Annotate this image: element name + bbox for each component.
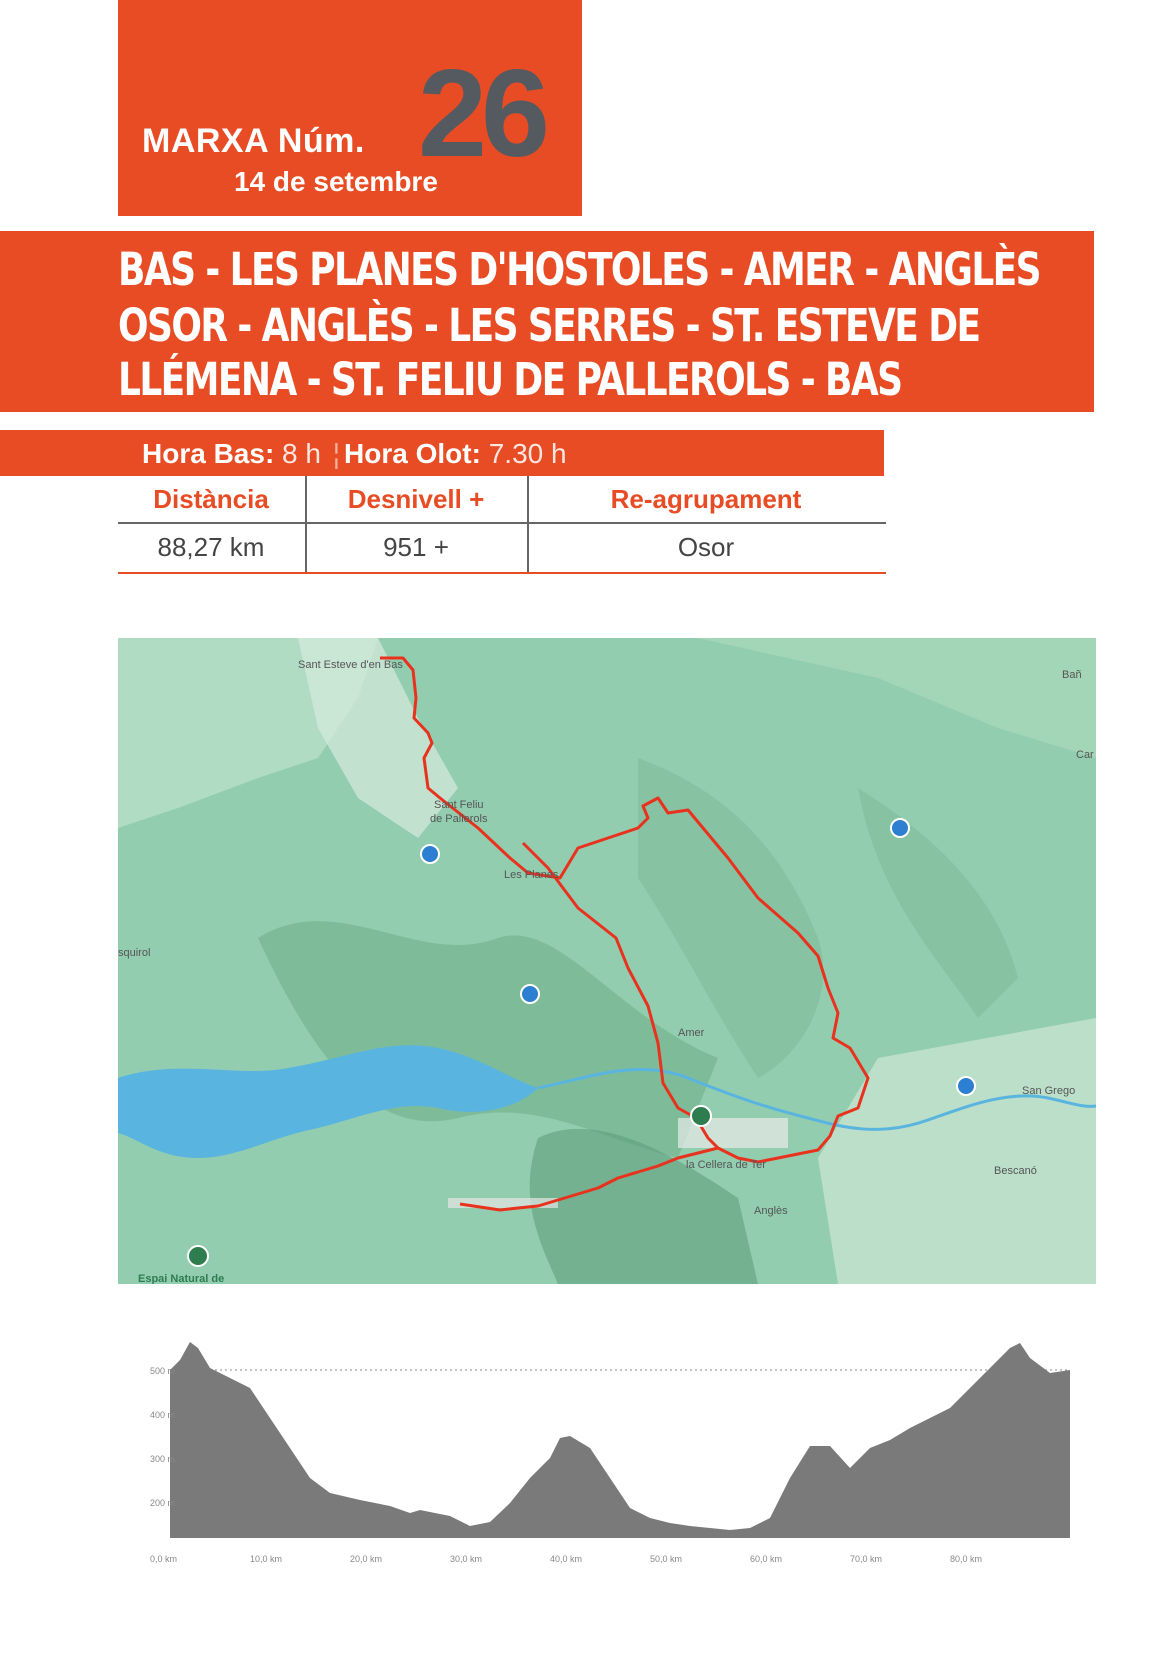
header-distancia: Distància — [153, 484, 269, 514]
map-label-angles: Anglès — [754, 1205, 788, 1217]
hora-bas-label: Hora Bas: — [142, 438, 275, 469]
table-bottom-line — [118, 572, 886, 574]
map-label-espai-natural: Espai Natural de — [138, 1273, 225, 1284]
route-map — [118, 638, 1096, 1284]
table-col-line — [305, 476, 307, 572]
map-label-sant-feliu: Sant Feliu — [434, 799, 484, 811]
profile-y-tick: 200 m — [150, 1498, 176, 1508]
value-reagrupament: Osor — [677, 532, 735, 562]
profile-x-tick: 40,0 km — [550, 1554, 583, 1564]
map-label-pallerols: de Pallerols — [430, 813, 488, 825]
map-label-amer: Amer — [678, 1027, 705, 1039]
park-pin-icon — [188, 1246, 208, 1266]
hours-separator: ¦ — [332, 438, 341, 469]
map-pin-icon — [957, 1077, 975, 1095]
hora-olot-value: 7.30 h — [488, 438, 567, 469]
profile-x-tick: 50,0 km — [650, 1554, 683, 1564]
profile-x-tick: 70,0 km — [850, 1554, 883, 1564]
marxa-date: 14 de setembre — [234, 166, 438, 197]
value-desnivell: 951 + — [383, 532, 449, 562]
map-label-banyoles: Bañ — [1062, 669, 1082, 681]
route-title-line-3: LLÉMENA - ST. FELIU DE PALLEROLS - BAS — [118, 353, 902, 406]
table-col-line — [527, 476, 529, 572]
profile-y-tick: 500 m — [150, 1366, 176, 1376]
profile-x-tick: 20,0 km — [350, 1554, 383, 1564]
marxa-number: 26 — [418, 45, 544, 183]
header-reagrupament: Re-agrupament — [610, 484, 802, 514]
header-desnivell: Desnivell + — [347, 484, 485, 514]
route-title-line-2: OSOR - ANGLÈS - LES SERRES - ST. ESTEVE DE — [118, 299, 980, 352]
profile-x-tick: 0,0 km — [150, 1554, 178, 1564]
map-label-san-gregorio: San Grego — [1022, 1085, 1076, 1097]
park-pin-icon — [691, 1106, 711, 1126]
hours-info — [142, 438, 567, 470]
map-label-bescano: Bescanó — [994, 1165, 1037, 1177]
map-pin-icon — [521, 985, 539, 1003]
table-divider — [118, 522, 886, 524]
map-label-squirol: squirol — [118, 947, 151, 959]
profile-x-tick: 10,0 km — [250, 1554, 283, 1564]
hora-olot-label: Hora Olot: — [344, 438, 481, 469]
map-label-car: Car — [1076, 749, 1094, 761]
value-distancia: 88,27 km — [157, 532, 265, 562]
hora-bas-value: 8 h — [282, 438, 321, 469]
profile-x-tick: 60,0 km — [750, 1554, 783, 1564]
profile-area — [170, 1342, 1070, 1538]
map-label-les-planes: Les Planes — [504, 869, 559, 881]
marxa-label: MARXA Núm. — [142, 122, 365, 160]
map-label-sant-esteve: Sant Esteve d'en Bas — [298, 659, 403, 671]
map-pin-icon — [891, 819, 909, 837]
profile-x-tick: 80,0 km — [950, 1554, 983, 1564]
map-pin-icon — [421, 845, 439, 863]
elevation-profile — [150, 1328, 1070, 1568]
map-label-la-cellera: la Cellera de Ter — [686, 1159, 766, 1171]
profile-y-tick: 400 m — [150, 1410, 176, 1420]
profile-x-tick: 30,0 km — [450, 1554, 483, 1564]
route-title-line-1: BAS - LES PLANES D'HOSTOLES - AMER - ANGLÈS — [118, 243, 1040, 296]
profile-y-tick: 300 m — [150, 1454, 176, 1464]
